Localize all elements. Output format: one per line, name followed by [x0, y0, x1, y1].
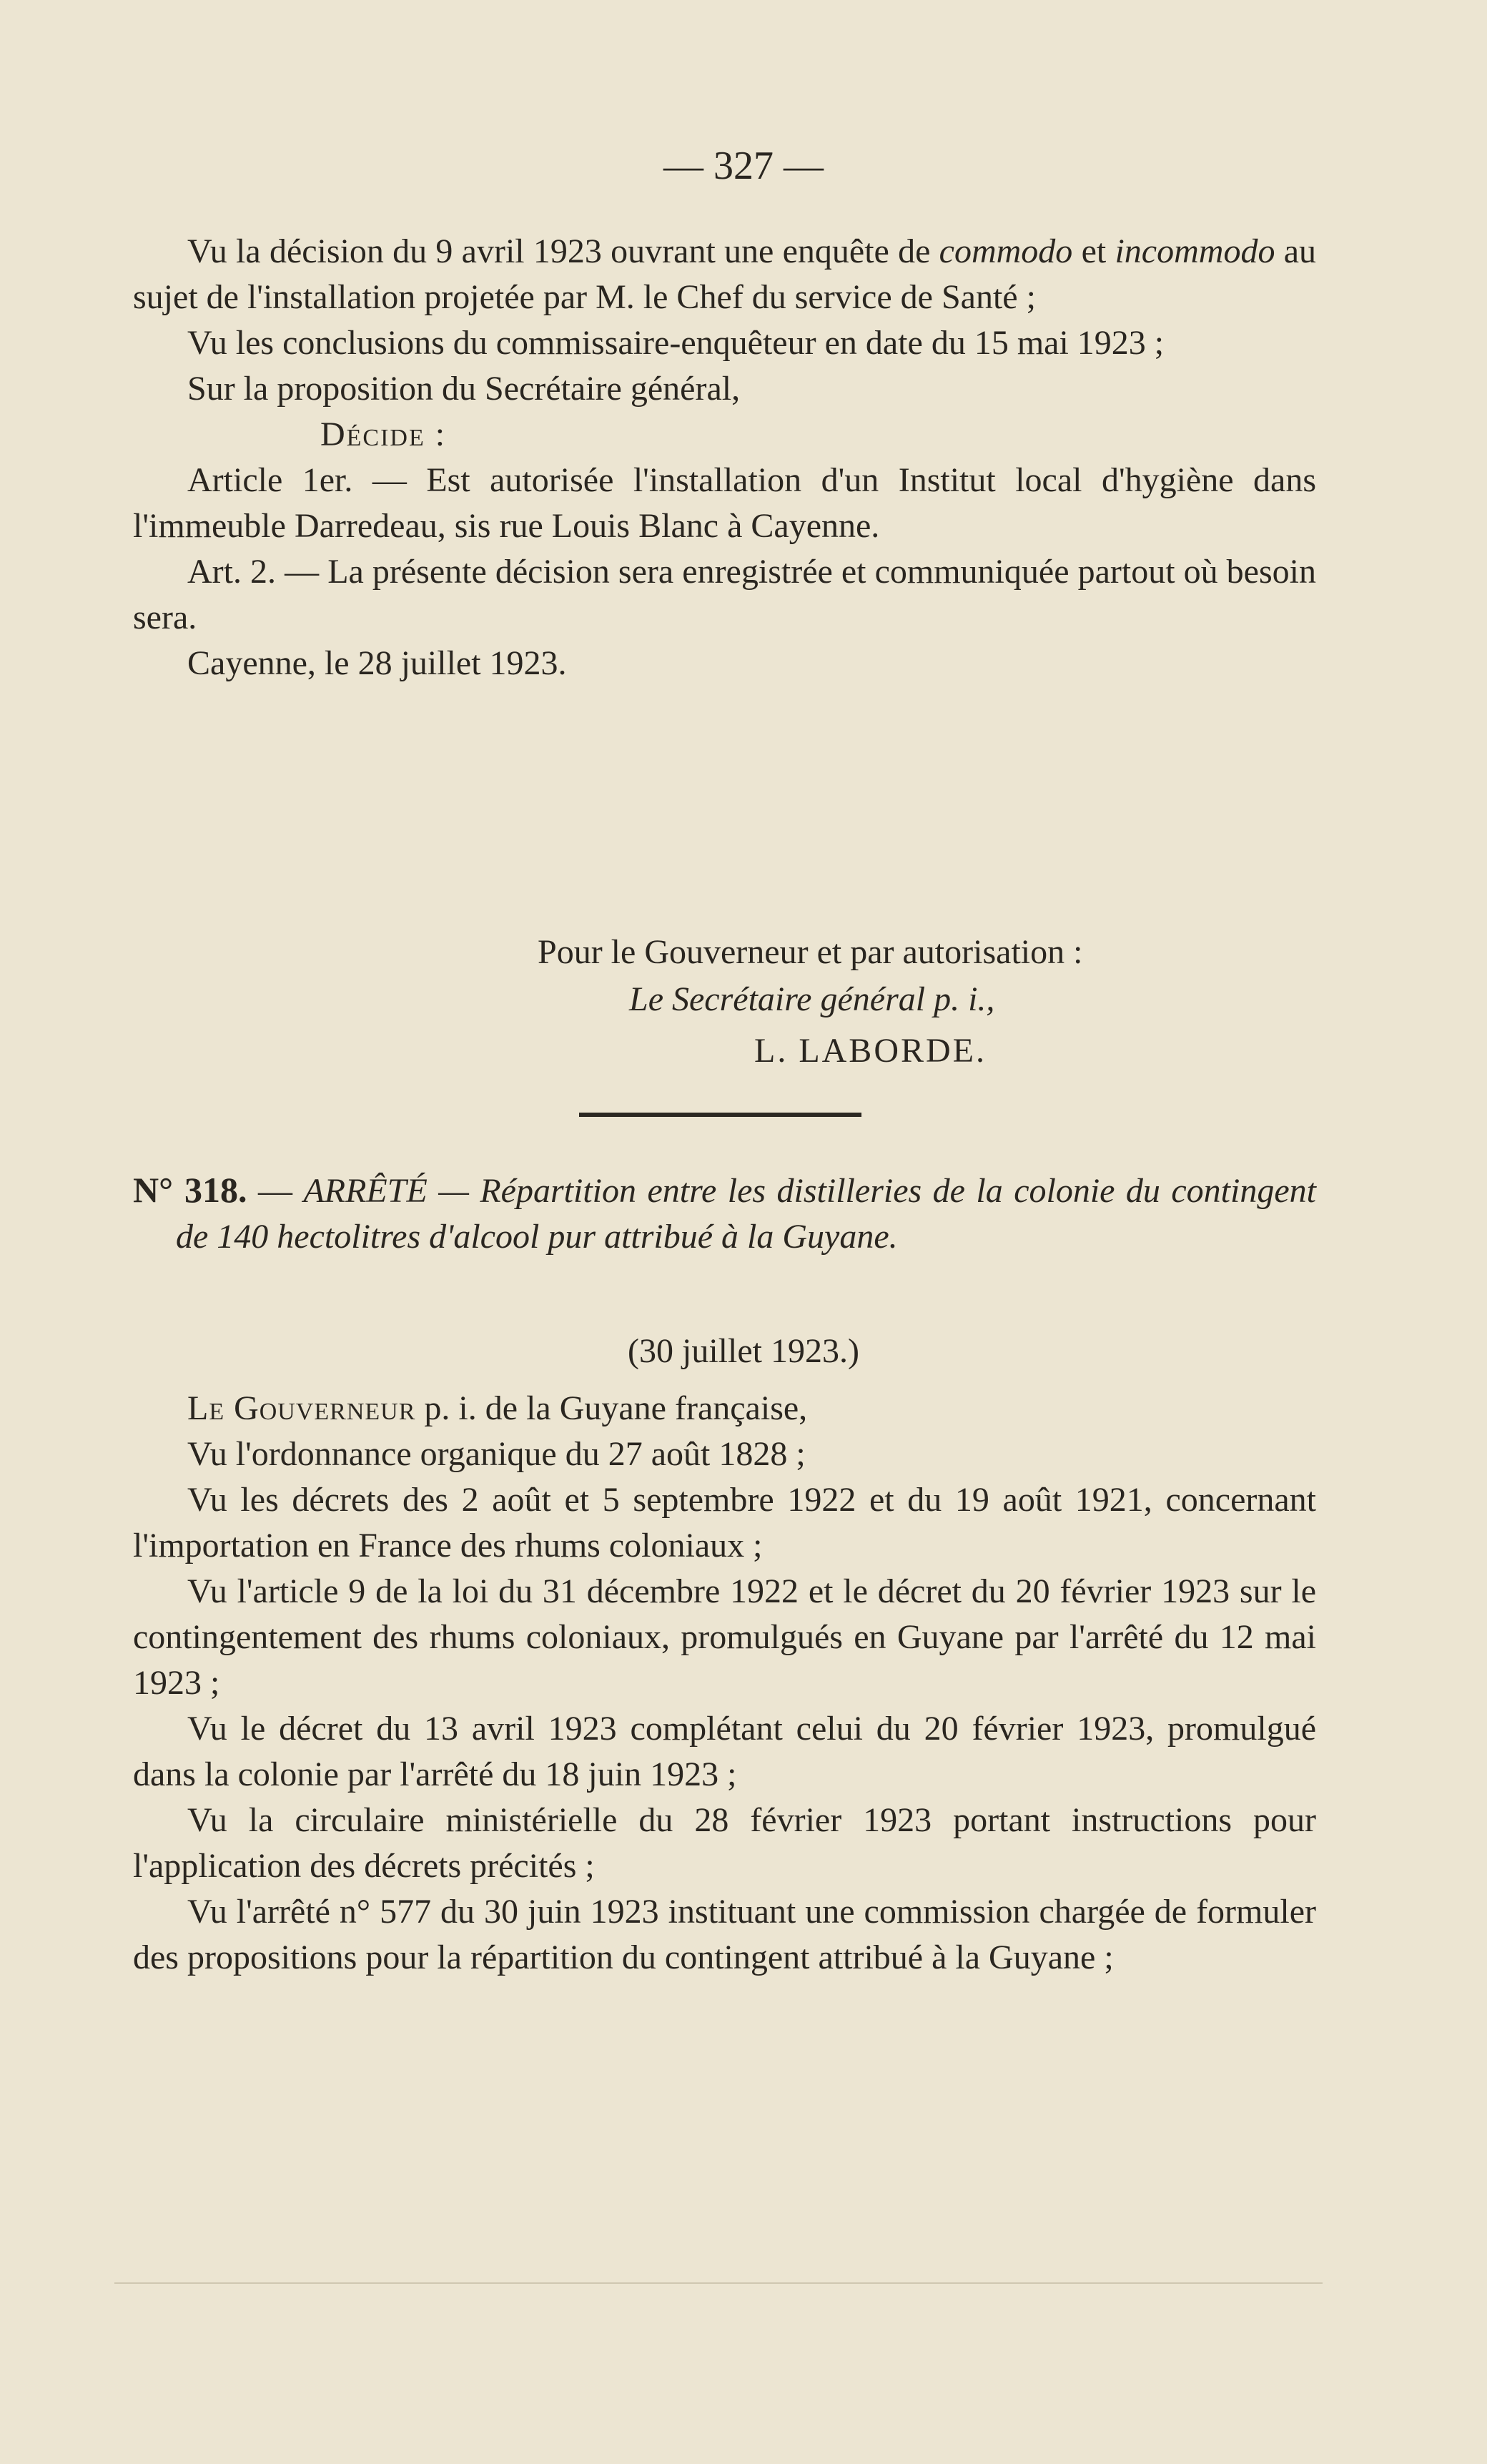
arrete-date: (30 juillet 1923.)	[628, 1332, 859, 1370]
latin-term: commodo	[939, 232, 1073, 270]
considerant-ordonnance: Vu l'ordonnance organique du 27 août 1828 ;	[187, 1435, 806, 1473]
arrete-title	[133, 1167, 1316, 1260]
latin-term: incommodo	[1115, 232, 1275, 270]
arrete-subject: — Répartition entre les distilleries de la colonie du contingent de 140 hectolitres d'alcool pur attribué à la Guyane.	[176, 1172, 1316, 1256]
text-run: au sujet de l'installation projetée par M. le Chef du service de Santé ;	[133, 232, 1316, 316]
decision-text	[133, 229, 1316, 686]
considerant-decrets: Vu les décrets des 2 août et 5 septembre 1922 et du 19 août 1921, concernant l'importation en France des rhums coloniaux ;	[133, 1481, 1316, 1564]
considerant-conclusions: Vu les conclusions du commissaire-enquêteur en date du 15 mai 1923 ;	[187, 324, 1165, 362]
text-run: et	[1072, 232, 1115, 270]
page-number: — 327 —	[663, 144, 824, 188]
considerant-enquete	[133, 229, 1316, 320]
considerant-proposition: Sur la proposition du Secrétaire général,	[187, 370, 741, 408]
text-run: Vu la décision du 9 avril 1923 ouvrant une enquête de	[187, 232, 939, 270]
article-2: Art. 2. — La présente décision sera enregistrée et communiquée partout où besoin sera.	[133, 553, 1316, 636]
considerant-circulaire: Vu la circulaire ministérielle du 28 février 1923 portant instructions pour l'application des décrets précités ;	[133, 1801, 1316, 1885]
considerant-arrete-577: Vu l'arrêté n° 577 du 30 juin 1923 instituant une commission chargée de formuler des propositions pour la répartition du contingent attribué à la Guyane ;	[133, 1893, 1316, 1976]
signature-name: L. LABORDE.	[754, 1032, 987, 1070]
considerant-loi: Vu l'article 9 de la loi du 31 décembre 1922 et le décret du 20 février 1923 sur le contingentement des rhums coloniaux, promulgués en Guyane par l'arrêté du 12 mai 1923 ;	[133, 1572, 1316, 1702]
article-1: Article 1er. — Est autorisée l'installation d'un Institut local d'hygiène dans l'immeuble Darredeau, sis rue Louis Blanc à Cayenne.	[133, 461, 1316, 545]
considerant-decret-avril: Vu le décret du 13 avril 1923 complétant celui du 20 février 1923, promulgué dans la colonie par l'arrêté du 18 juin 1923 ;	[133, 1710, 1316, 1793]
text-run: —	[247, 1172, 304, 1210]
arrete-governor	[133, 1386, 1316, 1431]
arrete-heading	[133, 1167, 1316, 1260]
arrete-text	[133, 1386, 1316, 1981]
signature-title: Le Secrétaire général p. i.,	[629, 980, 995, 1018]
page-bottom-line	[114, 2282, 1323, 2284]
arrete-number: N° 318.	[133, 1170, 247, 1210]
arrete-kind: ARRÊTÉ	[303, 1172, 428, 1210]
place-date: Cayenne, le 28 juillet 1923.	[187, 644, 567, 682]
decide-heading: Décide :	[320, 415, 447, 453]
text-run: p. i. de la Guyane française,	[415, 1389, 808, 1427]
governor-title: Le Gouverneur	[187, 1389, 416, 1427]
signature-authority: Pour le Gouverneur et par autorisation :	[538, 933, 1083, 971]
section-divider	[579, 1113, 861, 1117]
